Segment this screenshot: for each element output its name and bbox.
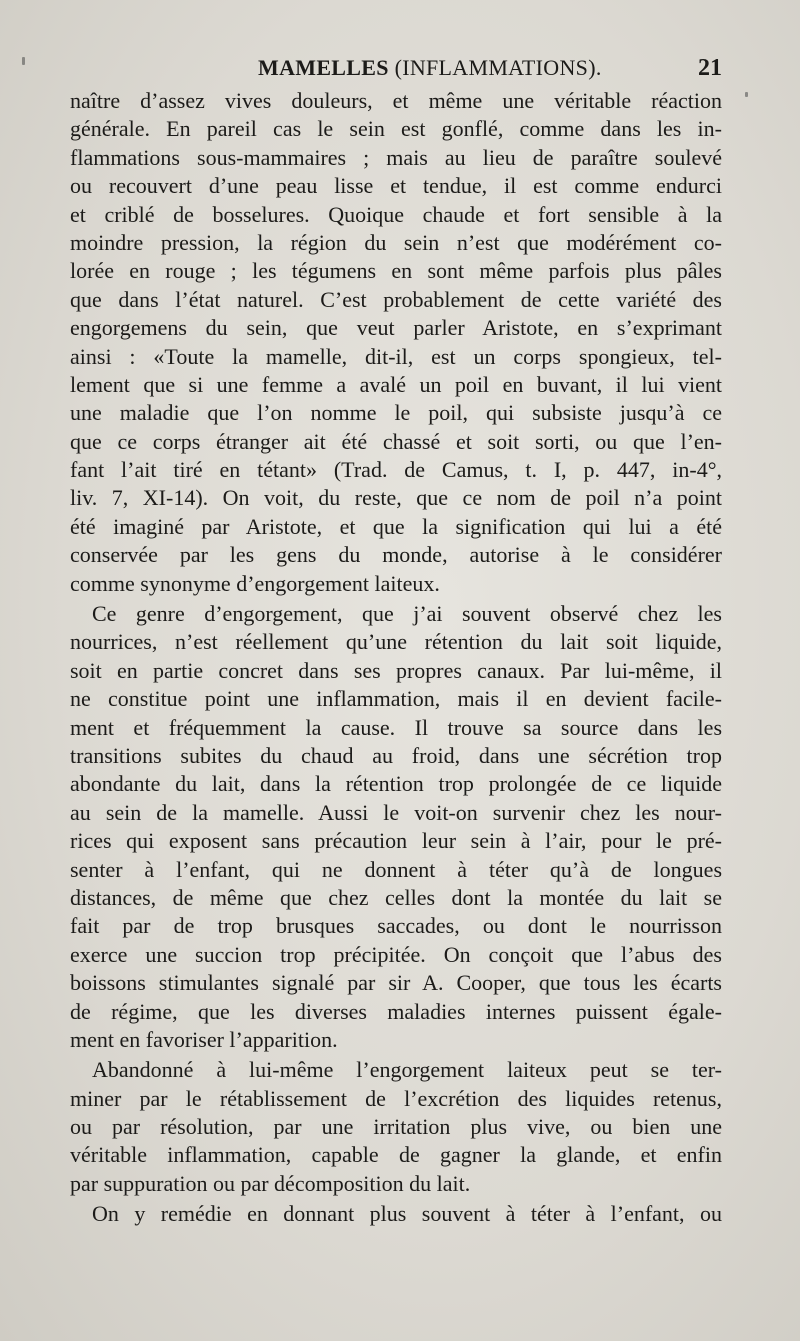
text-line: lement que si une femme a avalé un poil en buvant, il lui vient	[70, 371, 722, 397]
text-line: Ce genre d’engorgement, que j’ai souvent observé chez les	[92, 601, 722, 627]
text-line: et criblé de bosselures. Quoique chaude et fort sensible à la	[70, 201, 722, 227]
text-line: boissons stimulantes signalé par sir A. Cooper, que tous les écarts	[70, 970, 722, 996]
text-line: fant l’ait tiré en tétant» (Trad. de Camus, t. I, p. 447, in-4°,	[70, 457, 722, 483]
text-line: abondante du lait, dans la rétention trop prolongée de ce liquide	[70, 771, 722, 797]
text-line: une maladie que l’on nomme le poil, qui subsiste jusqu’à ce	[70, 400, 722, 426]
text-line: par suppuration ou par décomposition du lait.	[70, 1170, 471, 1196]
text-line: ne constitue point une inflammation, mais il en devient facile-	[70, 686, 722, 712]
paragraph	[70, 1200, 722, 1228]
body-text	[70, 87, 722, 1229]
text-line: distances, de même que chez celles dont la montée du lait se	[70, 884, 722, 910]
text-line: été imaginé par Aristote, et que la signification qui lui a été	[70, 513, 722, 539]
text-line: ment et fréquemment la cause. Il trouve sa source dans les	[70, 714, 722, 740]
text-line: au sein de la mamelle. Aussi le voit-on survenir chez les nour-	[70, 799, 722, 825]
text-line: moindre pression, la région du sein n’est que modérément co-	[70, 229, 722, 255]
text-line: de régime, que les diverses maladies internes puissent égale-	[70, 998, 722, 1024]
text-line: comme synonyme d’engorgement laiteux.	[70, 570, 440, 596]
text-line: senter à l’enfant, qui ne donnent à téter qu’à de longues	[70, 856, 722, 882]
text-line: conservée par les gens du monde, autorise à le considérer	[70, 542, 722, 568]
text-line: engorgemens du sein, que veut parler Aristote, en s’exprimant	[70, 315, 722, 341]
text-line: exerce une succion trop précipitée. On conçoit que l’abus des	[70, 941, 722, 967]
text-line: fait par de trop brusques saccades, ou dont le nourrisson	[70, 913, 722, 939]
page-number: 21	[698, 55, 722, 81]
text-line: flammations sous-mammaires ; mais au lieu de paraître soulevé	[70, 144, 722, 170]
print-fleck	[22, 57, 25, 65]
text-line: ment en favoriser l’apparition.	[70, 1026, 338, 1052]
print-fleck	[745, 92, 748, 97]
text-line: Abandonné à lui-même l’engorgement laiteux peut se ter-	[92, 1057, 722, 1083]
text-line: ou recouvert d’une peau lisse et tendue, il est comme endurci	[70, 173, 722, 199]
paragraph	[70, 87, 722, 598]
paragraph	[70, 1056, 722, 1198]
text-line: transitions subites du chaud au froid, dans une sécrétion trop	[70, 742, 722, 768]
text-line: ainsi : «Toute la mamelle, dit-il, est un corps spongieux, tel-	[70, 343, 722, 369]
text-line: On y remédie en donnant plus souvent à téter à l’enfant, ou	[92, 1201, 722, 1227]
running-title	[258, 50, 602, 86]
text-line: nourrices, n’est réellement qu’une rétention du lait soit liquide,	[70, 629, 722, 655]
running-title-main: MAMELLES	[258, 55, 389, 80]
text-line: rices qui exposent sans précaution leur sein à l’air, pour le pré-	[70, 828, 722, 854]
text-line: ou par résolution, par une irritation plus vive, ou bien une	[70, 1114, 722, 1140]
text-line: miner par le rétablissement de l’excrétion des liquides retenus,	[70, 1085, 722, 1111]
text-line: véritable inflammation, capable de gagner la glande, et enfin	[70, 1142, 722, 1168]
text-line: liv. 7, XI-14). On voit, du reste, que ce nom de poil n’a point	[70, 485, 722, 511]
text-line: soit en partie concret dans ses propres canaux. Par lui-même, il	[70, 657, 722, 683]
text-line: que ce corps étranger ait été chassé et soit sorti, ou que l’en-	[70, 428, 722, 454]
text-line: lorée en rouge ; les tégumens en sont même parfois plus pâles	[70, 258, 722, 284]
page-header	[70, 50, 722, 86]
running-title-sub: (INFLAMMATIONS).	[394, 55, 602, 80]
text-line: générale. En pareil cas le sein est gonflé, comme dans les in-	[70, 116, 722, 142]
text-line: que dans l’état naturel. C’est probablement de cette variété des	[70, 286, 722, 312]
paragraph	[70, 600, 722, 1054]
text-line: naître d’assez vives douleurs, et même une véritable réaction	[70, 88, 722, 113]
